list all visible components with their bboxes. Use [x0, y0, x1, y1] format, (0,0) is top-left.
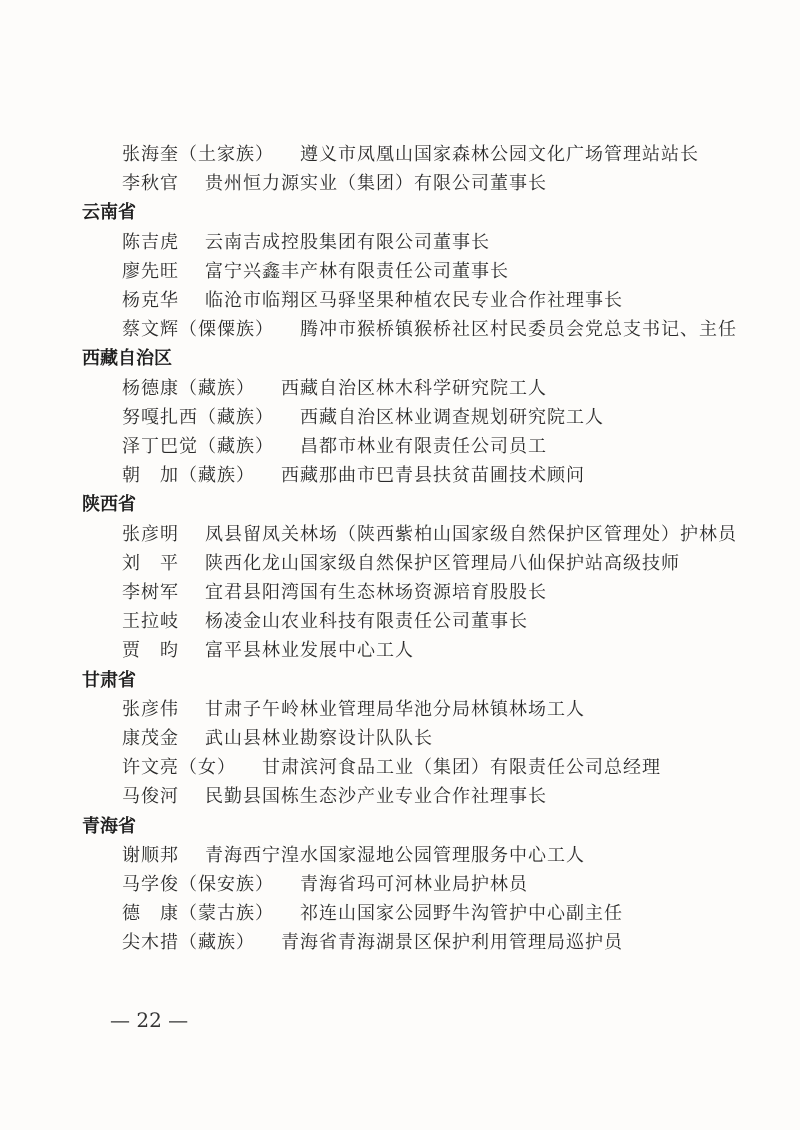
person-title: 武山县林业勘察设计队队长	[205, 728, 433, 749]
list-item	[122, 755, 661, 781]
list-item	[122, 638, 414, 664]
list-item	[122, 697, 585, 723]
list-item	[122, 376, 547, 402]
person-title: 青海西宁湟水国家湿地公园管理服务中心工人	[205, 844, 585, 866]
list-item	[122, 259, 509, 285]
person-name: 廖先旺	[122, 260, 179, 282]
person-name: 李树军	[122, 582, 179, 603]
list-item	[122, 463, 585, 489]
person-name: 王拉岐	[122, 611, 179, 633]
list-item	[122, 930, 623, 956]
list-item	[122, 142, 699, 168]
person-name: 陈吉虎	[122, 231, 179, 253]
list-item	[122, 288, 623, 314]
person-title: 腾冲市猴桥镇猴桥社区村民委员会党总支书记、主任	[300, 319, 737, 341]
person-title: 富宁兴鑫丰产林有限责任公司董事长	[205, 260, 509, 282]
person-name: 刘 平	[122, 552, 179, 574]
list-item	[122, 434, 547, 460]
person-name: 马学俊（保安族）	[122, 874, 274, 895]
person-name: 贾 昀	[122, 640, 179, 662]
person-title: 西藏那曲市巴青县扶贫苗圃技术顾问	[281, 465, 585, 487]
province-heading: 青海省	[82, 815, 136, 837]
person-name: 马俊河	[122, 786, 179, 808]
province-heading: 西藏自治区	[82, 348, 172, 370]
person-name: 李秋官	[122, 173, 179, 195]
person-title: 青海省玛可河林业局护林员	[300, 874, 528, 895]
person-name: 张彦伟	[122, 698, 179, 720]
person-name: 康茂金	[122, 728, 179, 749]
person-name: 张彦明	[122, 523, 179, 545]
list-item	[122, 580, 547, 606]
province-heading: 云南省	[82, 202, 136, 224]
person-title: 陕西化龙山国家级自然保护区管理局八仙保护站高级技师	[205, 552, 680, 574]
person-title: 昌都市林业有限责任公司员工	[300, 436, 547, 457]
list-item	[122, 609, 528, 635]
province-heading: 陕西省	[82, 494, 136, 516]
person-name: 杨克华	[122, 290, 179, 311]
person-name: 蔡文辉（傈僳族）	[122, 319, 274, 341]
list-item	[122, 405, 604, 431]
person-title: 富平县林业发展中心工人	[205, 640, 414, 662]
list-item	[122, 317, 737, 343]
person-name: 泽丁巴觉（藏族）	[122, 436, 274, 457]
person-title: 甘肃滨河食品工业（集团）有限责任公司总经理	[262, 757, 661, 779]
person-name: 尖木措（藏族）	[122, 932, 255, 954]
person-name: 许文亮（女）	[122, 757, 236, 779]
person-title: 西藏自治区林木科学研究院工人	[281, 377, 547, 399]
list-item	[122, 522, 737, 548]
list-item	[122, 901, 623, 927]
person-title: 宜君县阳湾国有生态林场资源培育股股长	[205, 582, 547, 603]
person-name: 张海奎（土家族）	[122, 144, 274, 165]
list-item	[122, 784, 547, 810]
person-title: 杨凌金山农业科技有限责任公司董事长	[205, 611, 528, 633]
person-title: 贵州恒力源实业（集团）有限公司董事长	[205, 173, 547, 195]
person-title: 青海省青海湖景区保护利用管理局巡护员	[281, 932, 623, 954]
person-title: 云南吉成控股集团有限公司董事长	[205, 231, 490, 253]
person-name: 朝 加（藏族）	[122, 465, 255, 487]
person-name: 谢顺邦	[122, 844, 179, 866]
person-title: 遵义市凤凰山国家森林公园文化广场管理站站长	[300, 144, 699, 165]
person-name: 努嘎扎西（藏族）	[122, 406, 274, 428]
person-title: 凤县留凤关林场（陕西紫柏山国家级自然保护区管理处）护林员	[205, 523, 737, 545]
list-item	[122, 726, 433, 752]
list-item	[122, 872, 528, 898]
person-name: 杨德康（藏族）	[122, 377, 255, 399]
list-item	[122, 171, 547, 197]
list-item	[122, 230, 490, 256]
person-title: 民勤县国栋生态沙产业专业合作社理事长	[205, 786, 547, 808]
list-item	[122, 551, 680, 577]
person-title: 祁连山国家公园野牛沟管护中心副主任	[300, 903, 623, 925]
province-heading: 甘肃省	[82, 669, 136, 691]
person-name: 德 康（蒙古族）	[122, 903, 274, 925]
list-item	[122, 843, 585, 869]
person-title: 甘肃子午岭林业管理局华池分局林镇林场工人	[205, 698, 585, 720]
page-number: — 22 —	[110, 1008, 189, 1032]
person-title: 临沧市临翔区马驿坚果种植农民专业合作社理事长	[205, 290, 623, 311]
person-title: 西藏自治区林业调查规划研究院工人	[300, 406, 604, 428]
